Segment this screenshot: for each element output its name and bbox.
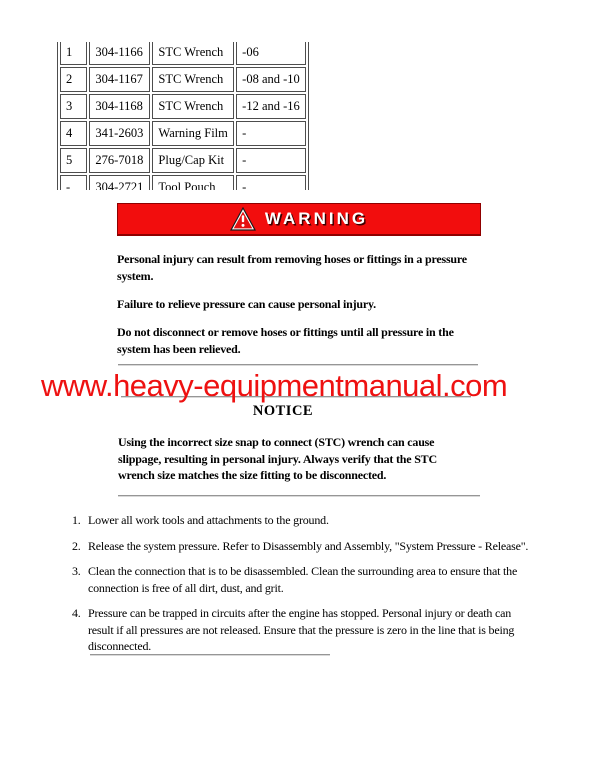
cell-part-no: 276-7018	[89, 148, 150, 173]
parts-table-wrap	[57, 42, 309, 190]
step-number: 1.	[72, 513, 81, 527]
cell-description: Tool Pouch	[152, 175, 234, 190]
notice-line: Using the incorrect size snap to connect (STC) wrench can cause	[118, 435, 435, 449]
cell-size: -	[236, 175, 306, 190]
cell-item-no: 2	[60, 67, 87, 92]
cell-size: -	[236, 121, 306, 146]
list-item	[72, 563, 562, 596]
watermark-url-text: www.heavy-equipmentmanual.com	[41, 368, 508, 403]
horizontal-rule	[90, 654, 330, 656]
table-row	[60, 42, 306, 65]
warning-paragraph	[117, 296, 497, 313]
cell-item-no: 4	[60, 121, 87, 146]
notice-text-block	[118, 434, 498, 484]
warning-banner-label: WARNING	[264, 209, 369, 228]
cell-description: Warning Film	[152, 121, 234, 146]
cell-part-no: 304-1168	[89, 94, 150, 119]
warning-line: Personal injury can result from removing hoses or fittings in a pressure	[117, 252, 467, 266]
step-line: Pressure can be trapped in circuits after the engine has stopped. Personal injury or death can	[88, 606, 512, 620]
step-line: disconnected.	[88, 639, 152, 653]
step-number: 4.	[72, 606, 81, 620]
cell-item-no: -	[60, 175, 87, 190]
step-line: Lower all work tools and attachments to the ground.	[88, 513, 329, 527]
list-item	[72, 512, 562, 529]
cell-description: Plug/Cap Kit	[152, 148, 234, 173]
procedure-steps	[72, 512, 562, 664]
warning-banner	[117, 203, 481, 236]
table-row	[60, 175, 306, 190]
cell-description: STC Wrench	[152, 67, 234, 92]
warning-triangle-icon	[230, 207, 256, 231]
cell-part-no: 304-1166	[89, 42, 150, 65]
horizontal-rule	[118, 495, 480, 497]
cell-item-no: 3	[60, 94, 87, 119]
warning-line: system has been relieved.	[117, 342, 241, 356]
cell-part-no: 304-1167	[89, 67, 150, 92]
cell-size: -08 and -10	[236, 67, 306, 92]
cell-size: -06	[236, 42, 306, 65]
notice-title: NOTICE	[252, 403, 314, 419]
list-item	[72, 538, 562, 555]
step-line: result if all pressures are not released. Ensure that the pressure is zero in the line that is being	[88, 622, 515, 637]
step-number: 3.	[72, 564, 81, 578]
notice-line: slippage, resulting in personal injury. Always verify that the STC	[118, 451, 437, 466]
warning-line: Do not disconnect or remove hoses or fittings until all pressure in the	[117, 325, 454, 339]
warning-paragraph	[117, 251, 497, 285]
table-row	[60, 121, 306, 146]
step-line: connection is free of all dirt, dust, and grit.	[88, 580, 284, 595]
cell-size: -12 and -16	[236, 94, 306, 119]
warning-text-block	[117, 251, 497, 369]
list-item	[72, 605, 562, 655]
warning-line: system.	[117, 269, 154, 283]
cell-description: STC Wrench	[152, 94, 234, 119]
table-row	[60, 148, 306, 173]
cell-part-no: 304-2721	[89, 175, 150, 190]
cell-item-no: 1	[60, 42, 87, 65]
warning-paragraph	[117, 324, 497, 358]
table-row	[60, 94, 306, 119]
cell-item-no: 5	[60, 148, 87, 173]
notice-line: wrench size matches the size fitting to be disconnected.	[118, 468, 387, 482]
step-line: Release the system pressure. Refer to Disassembly and Assembly, "System Pressure - Release".	[88, 538, 529, 553]
warning-line: Failure to relieve pressure can cause personal injury.	[117, 297, 376, 311]
cell-size: -	[236, 148, 306, 173]
horizontal-rule	[118, 364, 478, 366]
table-row	[60, 67, 306, 92]
parts-table	[57, 42, 309, 190]
step-line: Clean the connection that is to be disassembled. Clean the surrounding area to ensure that the	[88, 564, 518, 578]
cell-description: STC Wrench	[152, 42, 234, 65]
step-number: 2.	[72, 538, 81, 553]
cell-part-no: 341-2603	[89, 121, 150, 146]
